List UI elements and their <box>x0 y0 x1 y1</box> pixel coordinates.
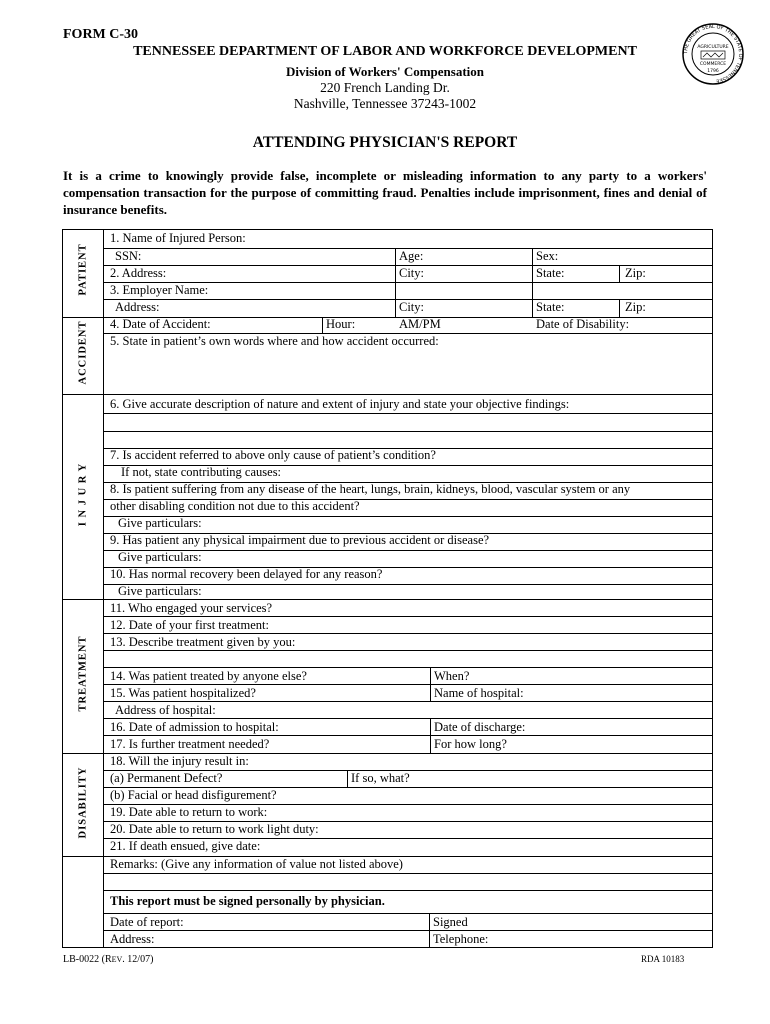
question-9-particulars[interactable]: Give particulars: <box>118 550 202 564</box>
question-16-discharge[interactable]: Date of discharge: <box>434 720 526 734</box>
question-15[interactable]: 15. Was patient hospitalized? <box>110 686 256 700</box>
field-employer-city[interactable]: City: <box>399 300 425 314</box>
question-10-particulars[interactable]: Give particulars: <box>118 584 202 598</box>
section-label-injury: I N J U R Y <box>77 462 89 527</box>
seal-year: 1796 <box>707 69 719 74</box>
question-7-causes[interactable]: If not, state contributing causes: <box>121 465 282 479</box>
field-date-of-report[interactable]: Date of report: <box>110 915 184 929</box>
field-zip[interactable]: Zip: <box>625 266 646 280</box>
question-12[interactable]: 12. Date of your first treatment: <box>110 618 269 632</box>
question-18b[interactable]: (b) Facial or head disfigurement? <box>110 788 277 802</box>
form-revision: LB-0022 (REV. 12/07) <box>63 954 154 965</box>
field-employer-zip[interactable]: Zip: <box>625 300 646 314</box>
question-13[interactable]: 13. Describe treatment given by you: <box>110 635 296 649</box>
question-15-hospital-address[interactable]: Address of hospital: <box>115 703 216 717</box>
report-form <box>62 229 713 948</box>
section-label-treatment: TREATMENT <box>77 635 89 712</box>
section-label-accident: ACCIDENT <box>77 320 89 385</box>
field-address[interactable]: 2. Address: <box>110 266 167 280</box>
seal-inner-text-1: AGRICULTURE <box>697 45 729 50</box>
address-line-2: Nashville, Tennessee 37243-1002 <box>293 96 477 111</box>
field-employer-state[interactable]: State: <box>536 300 565 314</box>
field-employer-name[interactable]: 3. Employer Name: <box>110 283 209 297</box>
question-18a-what[interactable]: If so, what? <box>351 771 410 785</box>
question-6[interactable]: 6. Give accurate description of nature and extent of injury and state your objective findings: <box>110 397 570 411</box>
seal-inner-text-2: COMMERCE <box>699 62 727 67</box>
field-sex[interactable]: Sex: <box>536 249 559 263</box>
question-11[interactable]: 11. Who engaged your services? <box>110 601 273 615</box>
question-9[interactable]: 9. Has patient any physical impairment due to previous accident or disease? <box>110 533 490 547</box>
field-physician-address[interactable]: Address: <box>110 932 155 946</box>
section-label-disability: DISABILITY <box>77 766 89 839</box>
question-5[interactable]: 5. State in patient’s own words where and how accident occurred: <box>110 334 439 348</box>
rda-number: RDA 10183 <box>641 954 685 964</box>
page-title: ATTENDING PHYSICIAN'S REPORT <box>252 134 518 151</box>
question-19[interactable]: 19. Date able to return to work: <box>110 805 268 819</box>
fraud-warning: It is a crime to knowingly provide false, incomplete or misleading information to any party to a workers' compensation transaction for the purpose of committing fraud. Penalties include imprisonment, fines and denial of insurance benefits. <box>63 168 707 217</box>
sign-notice: This report must be signed personally by physician. <box>110 894 385 908</box>
question-17-how-long[interactable]: For how long? <box>434 737 507 751</box>
seal-ring-text: THE GREAT SEAL OF THE STATE OF TENNESSEE <box>682 23 744 84</box>
field-ssn[interactable]: SSN: <box>115 249 142 263</box>
question-15-hospital-name[interactable]: Name of hospital: <box>434 686 524 700</box>
question-21[interactable]: 21. If death ensued, give date: <box>110 839 261 853</box>
question-14[interactable]: 14. Was patient treated by anyone else? <box>110 669 307 683</box>
question-18[interactable]: 18. Will the injury result in: <box>110 754 249 768</box>
division-name: Division of Workers' Compensation <box>285 64 485 79</box>
field-state[interactable]: State: <box>536 266 565 280</box>
field-ampm[interactable]: AM/PM <box>399 317 441 331</box>
question-8-particulars[interactable]: Give particulars: <box>118 516 202 530</box>
question-17[interactable]: 17. Is further treatment needed? <box>110 737 270 751</box>
field-city[interactable]: City: <box>399 266 425 280</box>
field-hour[interactable]: Hour: <box>326 317 356 331</box>
field-age[interactable]: Age: <box>399 249 424 263</box>
question-18a[interactable]: (a) Permanent Defect? <box>110 771 223 785</box>
question-7[interactable]: 7. Is accident referred to above only cause of patient’s condition? <box>110 448 436 462</box>
address-line-1: 220 French Landing Dr. <box>320 80 450 95</box>
question-16[interactable]: 16. Date of admission to hospital: <box>110 720 279 734</box>
remarks[interactable]: Remarks: (Give any information of value not listed above) <box>110 857 403 871</box>
department-name: TENNESSEE DEPARTMENT OF LABOR AND WORKFORCE DEVELOPMENT <box>133 44 637 59</box>
question-10[interactable]: 10. Has normal recovery been delayed for any reason? <box>110 567 383 581</box>
question-8[interactable]: 8. Is patient suffering from any disease of the heart, lungs, brain, kidneys, blood, vascular system or any <box>110 482 631 496</box>
form-id: FORM C-30 <box>63 27 139 42</box>
field-injured-name[interactable]: 1. Name of Injured Person: <box>110 231 246 245</box>
question-8-cont[interactable]: other disabling condition not due to this accident? <box>110 499 360 513</box>
field-signed[interactable]: Signed <box>433 915 468 929</box>
field-date-of-accident[interactable]: 4. Date of Accident: <box>110 317 211 331</box>
field-employer-address[interactable]: Address: <box>115 300 160 314</box>
question-14-when[interactable]: When? <box>434 669 470 683</box>
section-label-patient: PATIENT <box>77 243 89 296</box>
field-date-of-disability[interactable]: Date of Disability: <box>536 317 630 331</box>
question-20[interactable]: 20. Date able to return to work light duty: <box>110 822 319 836</box>
field-telephone[interactable]: Telephone: <box>433 932 489 946</box>
